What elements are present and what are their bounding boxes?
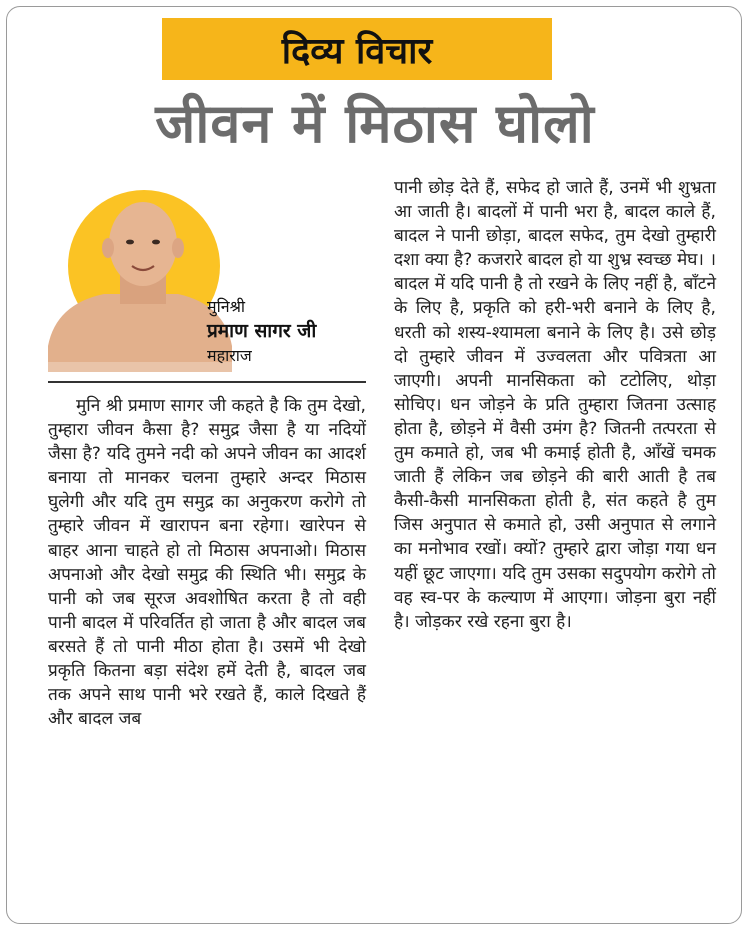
author-suffix: महाराज (207, 346, 252, 365)
section-label: दिव्य विचार (162, 18, 552, 80)
author-portrait (48, 186, 232, 372)
headline: जीवन में मिठास घोलो (155, 92, 595, 155)
portrait-head (109, 202, 177, 286)
author-name: प्रमाण सागर जी (207, 320, 317, 342)
portrait-body (48, 294, 232, 372)
author-byline (207, 296, 382, 368)
author-prefix: मुनिश्री (207, 297, 246, 316)
article-column-left: मुनि श्री प्रमाण सागर जी कहते है कि तुम देखो, तुम्हारा जीवन कैसा है? समुद्र जैसा है या नदियों जैसा है? यदि तुमने नदी को अपने जीवन का आदर्श बनाया तो मानकर चलना तुम्हारे अन्दर मिठास घुलेगी और यदि तुम समुद्र का अनुकरण करोगे तो तुम्हारे जीवन में खारापन बना रहेगा। खारेपन से बाहर आना चाहते हो तो मिठास अपनाओ। मिठास अपनाओ और देखो समुद्र की स्थिति भी। समुद्र के पानी को जब सूरज अवशोषित करता है तो वही पानी बादल में परिवर्तित हो जाता है और बादल जब बरसते हैं तो पानी मीठा होता है। उसमें भी देखो प्रकृति कितना बड़ा संदेश हमें देती है, बादल जब तक अपने साथ पानी भरे रखते हैं, काले दिखते हैं और बादल जब (48, 396, 366, 730)
article-column-right: पानी छोड़ देते हैं, सफेद हो जाते हैं, उनमें भी शुभ्रता आ जाती है। बादलों में पानी भरा है, बादल काले हैं, बादल ने पानी छोड़ा, बादल सफेद, तुम देखो तुम्हारी दशा क्या है? कजरारे बादल हो या शुभ्र स्वच्छ मेघ। । बादल में यदि पानी है तो रखने के लिए नहीं है, बाँटने के लिए है, प्रकृति को हरी-भरी बनाने के लिए है, धरती को शस्य-श्यामला बनाने के लिए है। उसे छोड़ दो तुम्हारे जीवन में उज्वलता और पवित्रता आ जाएगी। अपनी मानसिकता को टटोलिए, थोड़ा सोचिए। धन जोड़ने के प्रति तुम्हारा जितना उत्साह होता है, छोड़ने में वैसी उमंग है? जितनी तत्परता से तुम कमाते हो, जब भी कमाई होती है, आँखें चमक जाती हैं लेकिन जब छोड़ने की बारी आती है तब कैसी-कैसी मानसिकता होती है, संत कहते है तुम जिस अनुपात से कमाते हो, उसी अनुपात से लगाने का मनोभाव रखों। क्यों? तुम्हारे द्वारा जोड़ा गया धन यहीं छूट जाएगा। यदि तुम उसका सदुपयोग करोगे तो वह स्व-पर के कल्याण में आएगा। जोड़ना बुरा नहीं है। जोड़कर रखे रहना बुरा है। (394, 178, 716, 632)
byline-divider (48, 381, 366, 383)
